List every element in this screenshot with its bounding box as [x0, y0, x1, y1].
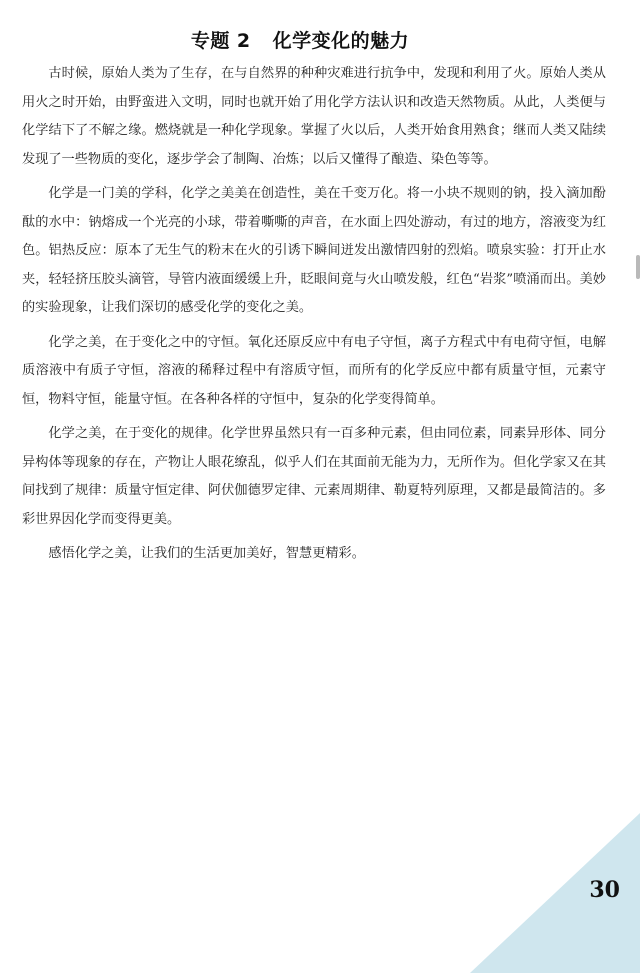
chapter-label: 专题 2	[190, 30, 251, 52]
page-number: 30	[589, 877, 620, 903]
paragraph-3: 化学之美，在于变化之中的守恒。氧化还原反应中有电子守恒，离子方程式中有电荷守恒，电解质溶液中有质子守恒，溶液的稀释过程中有溶质守恒，而所有的化学反应中都有质量守恒，元素守恒，物料守恒，能量守恒。在各种各样的守恒中，复杂的化学变得简单。	[22, 334, 606, 407]
chapter-title: 化学变化的魅力	[272, 30, 410, 52]
paragraph-5: 感悟化学之美，让我们的生活更加美好，智慧更精彩。	[48, 546, 365, 561]
paragraph-4: 化学之美，在于变化的规律。化学世界虽然只有一百多种元素，但由同位素，同素异形体、同分异构体等现象的存在，产物让人眼花缭乱，似乎人们在其面前无能为力，无所作为。但化学家又在其间找到了规律：质量守恒定律、阿伏伽德罗定律、元素周期律、勒夏特列原理，又都是最简洁的。多彩世界因化学而变得更美。	[22, 426, 606, 527]
paragraph-1: 古时候，原始人类为了生存，在与自然界的种种灾难进行抗争中，发现和利用了火。原始人类从用火之时开始，由野蛮进入文明，同时也就开始了用化学方法认识和改造天然物质。从此，人类便与化学结下了不解之缘。燃烧就是一种化学现象。掌握了火以后，人类开始食用熟食；继而人类又陆续发现了一些物质的变化，逐步学会了制陶、冶炼；以后又懂得了酿造、染色等等。	[22, 66, 606, 167]
scrollbar-thumb[interactable]	[636, 255, 640, 279]
paragraph-2: 化学是一门美的学科，化学之美美在创造性，美在千变万化。将一小块不规则的钠，投入滴加酚酞的水中：钠熔成一个光亮的小球，带着嘶嘶的声音，在水面上四处游动，有过的地方，溶液变为红色。铝热反应：原本了无生气的粉末在火的引诱下瞬间迸发出激情四射的烈焰。喷泉实验：打开止水夹，轻轻挤压胶头滴管，导管内液面缓缓上升，眨眼间竟与火山喷发般，红色“岩浆”喷涌而出。美妙的实验现象，让我们深切的感受化学的变化之美。	[22, 186, 606, 315]
page-title	[0, 26, 600, 53]
article-body	[22, 60, 606, 575]
